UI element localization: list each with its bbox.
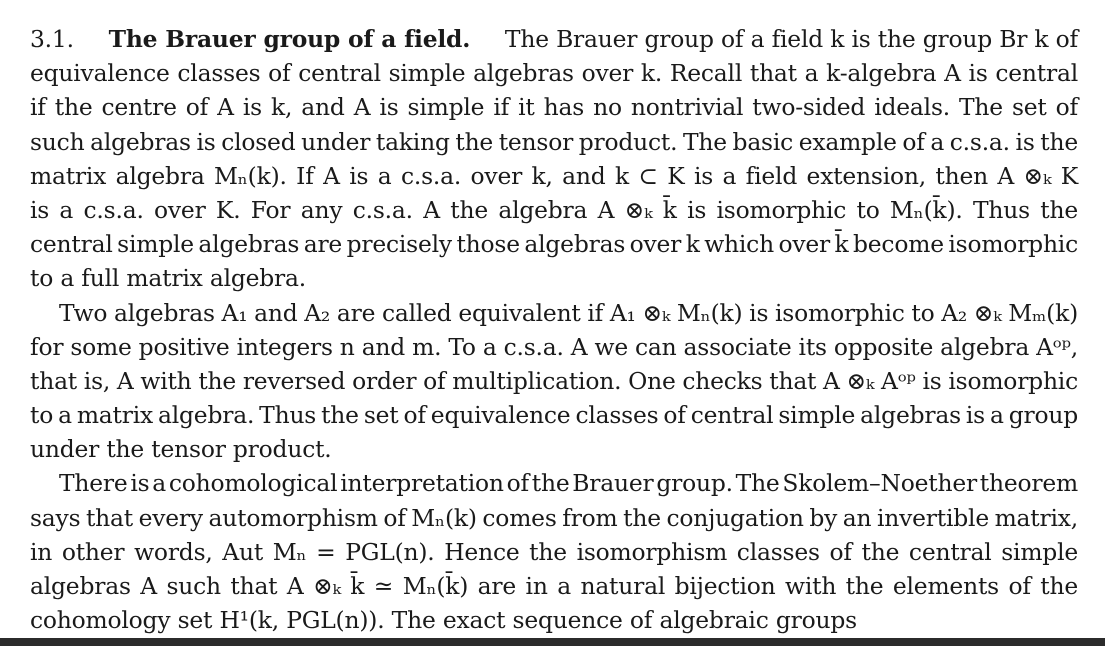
line-text: to a matrix algebra. Thus the set of equivalence classes of central simple algebras is a group <box>30 401 1078 430</box>
paragraph-line <box>30 22 1078 56</box>
paragraph-line <box>30 535 1078 569</box>
paragraph-line <box>30 125 1078 159</box>
paragraph-line <box>30 364 1078 398</box>
section-number: 3.1. <box>30 25 74 53</box>
line-text: is a c.s.a. over K. For any c.s.a. A the algebra A ⊗ₖ k̄ is isomorphic to Mₙ(k̄). Thus the <box>30 195 1078 224</box>
paragraph-line <box>30 193 1078 227</box>
paper-page <box>30 22 1078 637</box>
paragraph-line <box>30 90 1078 124</box>
line-text: to a full matrix algebra. <box>30 264 307 293</box>
paragraph-line <box>30 603 1078 637</box>
paragraph-line <box>30 569 1078 603</box>
line-text: if the centre of A is k, and A is simple if it has no nontrivial two-sided ideals. The set of <box>30 93 1078 122</box>
line-text: There is a cohomological interpretation of the Brauer group. The Skolem–Noether theorem <box>59 469 1078 498</box>
line-text: such algebras is closed under taking the tensor product. The basic example of a c.s.a. is the <box>30 127 1078 156</box>
paragraph-line <box>30 261 1078 295</box>
line-text: matrix algebra Mₙ(k). If A is a c.s.a. over k, and k ⊂ K is a field extension, then A ⊗ₖ K <box>30 161 1078 190</box>
section-title: The Brauer group of a field. <box>108 25 471 53</box>
line-text: central simple algebras are precisely those algebras over k which over k̄ become isomorphic <box>30 230 1078 259</box>
line-text: The Brauer group of a field k is the group Br k of <box>504 25 1078 53</box>
line-text: for some positive integers n and m. To a c.s.a. A we can associate its opposite algebra Aᵒᵖ, <box>30 332 1078 361</box>
paragraph-2 <box>30 296 1078 467</box>
paragraph-line <box>30 501 1078 535</box>
bottom-edge-bar <box>0 638 1105 646</box>
paragraph-line <box>30 227 1078 261</box>
paragraph-line <box>30 330 1078 364</box>
line-text: equivalence classes of central simple algebras over k. Recall that a k-algebra A is central <box>30 59 1078 88</box>
paragraph-1 <box>30 22 1078 296</box>
line-text: Two algebras A₁ and A₂ are called equivalent if A₁ ⊗ₖ Mₙ(k) is isomorphic to A₂ ⊗ₖ Mₘ(k) <box>59 298 1078 327</box>
paragraph-line <box>30 466 1078 500</box>
line-text: under the tensor product. <box>30 435 332 464</box>
paragraph-line <box>30 432 1078 466</box>
paragraph-3 <box>30 466 1078 637</box>
line-text: says that every automorphism of Mₙ(k) comes from the conjugation by an invertible matrix, <box>30 503 1078 532</box>
line-text: cohomology set H¹(k, PGL(n)). The exact sequence of algebraic groups <box>30 606 857 635</box>
paragraph-line <box>30 56 1078 90</box>
paragraph-line <box>30 159 1078 193</box>
line-text: in other words, Aut Mₙ = PGL(n). Hence the isomorphism classes of the central simple <box>30 537 1078 566</box>
line-text: that is, A with the reversed order of multiplication. One checks that A ⊗ₖ Aᵒᵖ is isomorphic <box>30 366 1078 395</box>
line-text: algebras A such that A ⊗ₖ k̄ ≃ Mₙ(k̄) are in a natural bijection with the elements of the <box>30 572 1078 600</box>
paragraph-line <box>30 398 1078 432</box>
paragraph-line <box>30 296 1078 330</box>
